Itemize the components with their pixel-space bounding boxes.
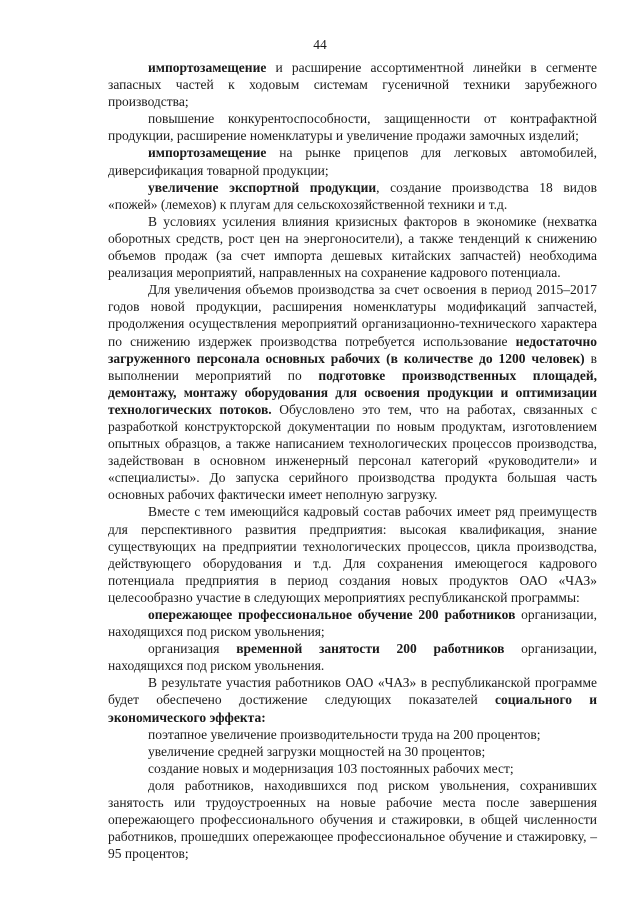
- bold-text-run: увеличение экспортной продукции: [148, 179, 377, 195]
- text-run: организации, находящихся под риском увольнения;: [108, 607, 597, 640]
- page-number: 44: [313, 37, 327, 52]
- paragraph: [108, 144, 597, 178]
- bold-text-run: импортозамещение: [148, 145, 267, 161]
- text-run: повышение конкурентоспособности, защищенности от контрафактной продукции, расширение номенклатуры и увеличение продажи замочных изделий;: [108, 111, 597, 144]
- text-run: создание новых и модернизация 103 постоянных рабочих мест;: [148, 760, 514, 776]
- text-run: Вместе с тем имеющийся кадровый состав рабочих имеет ряд преимуществ для перспективного развития предприятия: высокая квалификация, знание существующих на предприятии технологических процессов, цикла производства, действующего оборудования и т.д. Для сохранения имеющегося кадрового потенциала предприятия в период создания новых продуктов ОАО «ЧАЗ» целесообразно участие в следующих мероприятиях республиканской программы:: [108, 504, 597, 605]
- text-run: Для увеличения объемов производства за счет освоения в период 2015–2017 годов новой продукции, расширения номенклатуры модификаций запчастей, продолжения осуществления мероприятий организационно-технического характера по снижению издержек производства потребуется использование: [108, 282, 597, 349]
- paragraph: [108, 213, 597, 281]
- paragraph: [108, 606, 597, 640]
- bold-text-run: недостаточно загруженного персонала основных рабочих (в количестве до 1200 человек): [108, 333, 597, 366]
- bold-text-run: социального и экономического эффекта:: [108, 692, 598, 725]
- paragraph: [108, 674, 597, 725]
- text-run: организации, находящихся под риском увольнения.: [108, 641, 597, 674]
- text-run: на рынке прицепов для легковых автомобилей, диверсификация товарной продукции;: [108, 145, 597, 178]
- paragraph: [108, 743, 597, 760]
- document-body: [108, 59, 597, 862]
- bold-text-run: подготовке производственных площадей, демонтажу, монтажу оборудования для освоения продукции и оптимизации технологических потоков.: [108, 367, 598, 417]
- paragraph: [108, 640, 597, 674]
- paragraph: [108, 760, 597, 777]
- text-run: , создание производства 18 видов «пожей» (лемехов) к плугам для сельскохозяйственной техники и т.д.: [108, 179, 597, 212]
- paragraph: [108, 110, 597, 144]
- text-run: поэтапное увеличение производительности труда на 200 процентов;: [148, 726, 541, 742]
- text-run: В условиях усиления влияния кризисных факторов в экономике (нехватка оборотных средств, рост цен на энергоносители), а также тенденций к снижению объемов продаж (за счет импорта дешевых китайских запчастей) необходима реализация мероприятий, направленных на сохранение кадрового потенциала.: [108, 213, 597, 281]
- paragraph: [108, 179, 597, 213]
- text-run: увеличение средней загрузки мощностей на 30 процентов;: [148, 743, 486, 759]
- paragraph: [108, 503, 597, 606]
- text-run: и расширение ассортиментной линейки в сегменте запасных частей к ходовым системам гусеничной техники зарубежного производства;: [108, 60, 597, 110]
- bold-text-run: временной занятости 200 работников: [236, 641, 505, 657]
- paragraph: [108, 59, 597, 110]
- text-run: в выполнении мероприятий по: [108, 350, 597, 383]
- text-run: организация: [148, 641, 237, 657]
- text-run: доля работников, находившихся под риском увольнения, сохранивших занятость или трудоустроенных на новые рабочие места после завершения опережающего профессионального обучения и стажировки, в общей численности работников, прошедших опережающее профессиональное обучение и стажировку, – 95 процентов;: [108, 777, 597, 862]
- bold-text-run: опережающее профессиональное обучение 200 работников: [148, 607, 516, 622]
- text-run: Обусловлено это тем, что на работах, связанных с разработкой конструкторской документации по новым продуктам, изготовлением опытных образцов, а также написанием технологических процессов производства, задействован в основном инженерный персонал категорий «руководители» и «специалисты». До запуска серийного производства продукта большая часть основных рабочих фактически имеет неполную загрузку.: [108, 401, 597, 503]
- paragraph: [108, 726, 597, 743]
- text-run: В результате участия работников ОАО «ЧАЗ» в республиканской программе будет обеспечено достижение следующих показателей: [108, 675, 597, 708]
- paragraph: [108, 777, 597, 862]
- paragraph: [108, 281, 597, 503]
- bold-text-run: импортозамещение: [148, 60, 267, 75]
